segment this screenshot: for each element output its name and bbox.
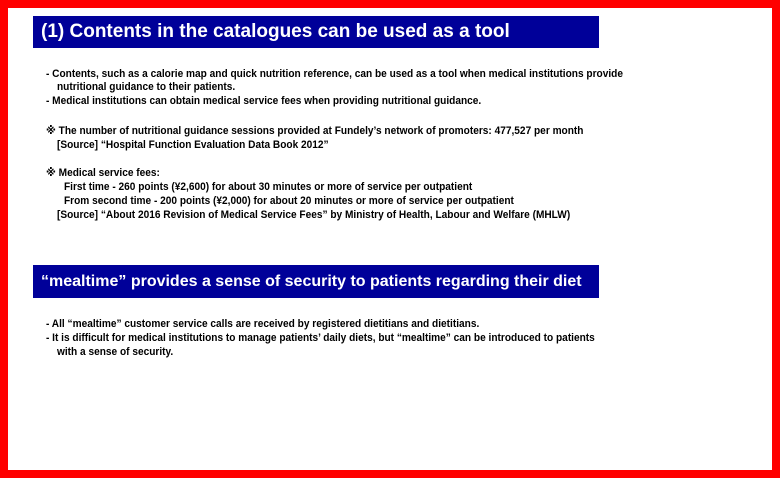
section1-fee-second-time: From second time - 200 points (¥2,000) for about 20 minutes or more of service per outpatient	[64, 195, 514, 207]
section1-note2-source: [Source] “About 2016 Revision of Medical Service Fees” by Ministry of Health, Labour and Welfare (MHLW)	[57, 209, 571, 221]
section2-bullet1: - All “mealtime” customer service calls are received by registered dietitians and dietitians.	[46, 318, 480, 330]
section2-bullet2-line2: with a sense of security.	[57, 346, 174, 358]
section1-bullet2: - Medical institutions can obtain medical service fees when providing nutritional guidance.	[46, 95, 482, 107]
section2-title-banner: “mealtime” provides a sense of security to patients regarding their diet	[33, 265, 599, 298]
section1-bullet1-line2: nutritional guidance to their patients.	[57, 81, 236, 93]
section1-note1: ※ The number of nutritional guidance sessions provided at Fundely’s network of promoters: 477,527 per month	[46, 125, 584, 137]
section2-bullet2-line1: - It is difficult for medical institutions to manage patients’ daily diets, but “mealtime” can be introduced to patients	[46, 332, 595, 344]
section1-fee-first-time: First time - 260 points (¥2,600) for about 30 minutes or more of service per outpatient	[64, 181, 473, 193]
section1-title-banner: (1) Contents in the catalogues can be used as a tool	[33, 16, 599, 48]
section1-note1-source: [Source] “Hospital Function Evaluation Data Book 2012”	[57, 139, 329, 151]
section1-bullet1-line1: - Contents, such as a calorie map and quick nutrition reference, can be used as a tool when medical institutions provide	[46, 68, 623, 80]
section1-note2-heading: ※ Medical service fees:	[46, 167, 160, 179]
